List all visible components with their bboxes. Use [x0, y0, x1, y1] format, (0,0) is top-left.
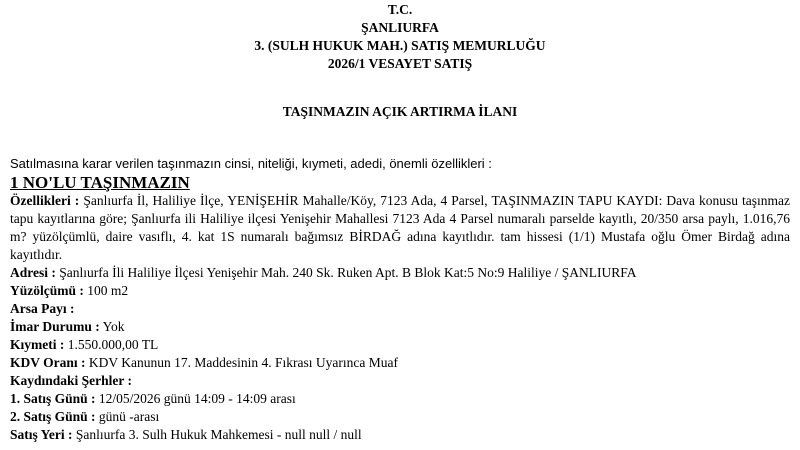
features-paragraph — [10, 192, 790, 264]
features-label: Özellikleri : — [10, 193, 80, 208]
land-share-row — [10, 300, 790, 318]
area-row — [10, 282, 790, 300]
value-row — [10, 336, 790, 354]
sale2-row — [10, 408, 790, 426]
area-value: 100 m2 — [83, 283, 129, 298]
address-value: Şanlıurfa İli Haliliye İlçesi Yenişehir Mah. 240 Sk. Ruken Apt. B Blok Kat:5 No:9 Haliliye / ŞANLIURFA — [55, 265, 637, 280]
encumbrances-label: Kaydındaki Şerhler : — [10, 373, 133, 388]
vat-label: KDV Oranı : — [10, 355, 86, 370]
notice-title: TAŞINMAZIN AÇIK ARTIRMA İLANI — [282, 104, 518, 119]
vat-value: KDV Kanunun 17. Maddesinin 4. Fıkrası Uyarınca Muaf — [85, 355, 398, 370]
features-text: Şanlıurfa İl, Haliliye İlçe, YENİŞEHİR Mahalle/Köy, 7123 Ada, 4 Parsel, TAŞINMAZIN TAPU KAYDI: Dava konusu taşınmaz tapu kayıtlarına göre; Şanlıurfa ili Haliliye ilçesi Yenişehir Mahallesi 7123 Ada 4 Parsel numaralı parselde kayıtlı, 20/350 arsa paylı, 1.016,76 m? yüzölçümlü, daire vasıflı, 4. kat 1S numaralı bağımsız BİRDAĞ adına kayıtlıdır. tam hissesi (1/1) Mustafa oğlu Ömer Birdağ adına kayıtlıdır. — [10, 193, 790, 262]
sale2-label: 2. Satış Günü : — [10, 409, 96, 424]
intro-text: Satılmasına karar verilen taşınmazın cinsi, niteliği, kıymeti, adedi, önemli özellikleri : — [10, 156, 492, 171]
address-label: Adresi : — [10, 265, 56, 280]
place-row — [10, 426, 790, 444]
vat-row — [10, 354, 790, 372]
place-label: Satış Yeri : — [10, 427, 73, 442]
value-label: Kıymeti : — [10, 337, 65, 352]
document-header — [10, 0, 790, 73]
sale1-row — [10, 390, 790, 408]
zoning-value: Yok — [99, 319, 125, 334]
header-line-city: ŞANLIURFA — [361, 20, 439, 35]
value-value: 1.550.000,00 TL — [64, 337, 159, 352]
sale1-label: 1. Satış Günü : — [10, 391, 96, 406]
address-row — [10, 264, 790, 282]
zoning-label: İmar Durumu : — [10, 319, 100, 334]
sale1-value: 12/05/2026 günü 14:09 - 14:09 arası — [95, 391, 296, 406]
header-line-tc: T.C. — [387, 2, 413, 17]
header-line-office: 3. (SULH HUKUK MAH.) SATIŞ MEMURLUĞU — [254, 38, 546, 53]
sale2-value: günü -arası — [95, 409, 160, 424]
place-value: Şanlıurfa 3. Sulh Hukuk Mahkemesi - null null / null — [72, 427, 362, 442]
area-label: Yüzölçümü : — [10, 283, 84, 298]
header-line-case: 2026/1 VESAYET SATIŞ — [327, 56, 473, 71]
land-share-label: Arsa Payı : — [10, 301, 75, 316]
encumbrances-row — [10, 372, 790, 390]
property-title: 1 NO'LU TAŞINMAZIN — [10, 173, 190, 192]
zoning-row — [10, 318, 790, 336]
